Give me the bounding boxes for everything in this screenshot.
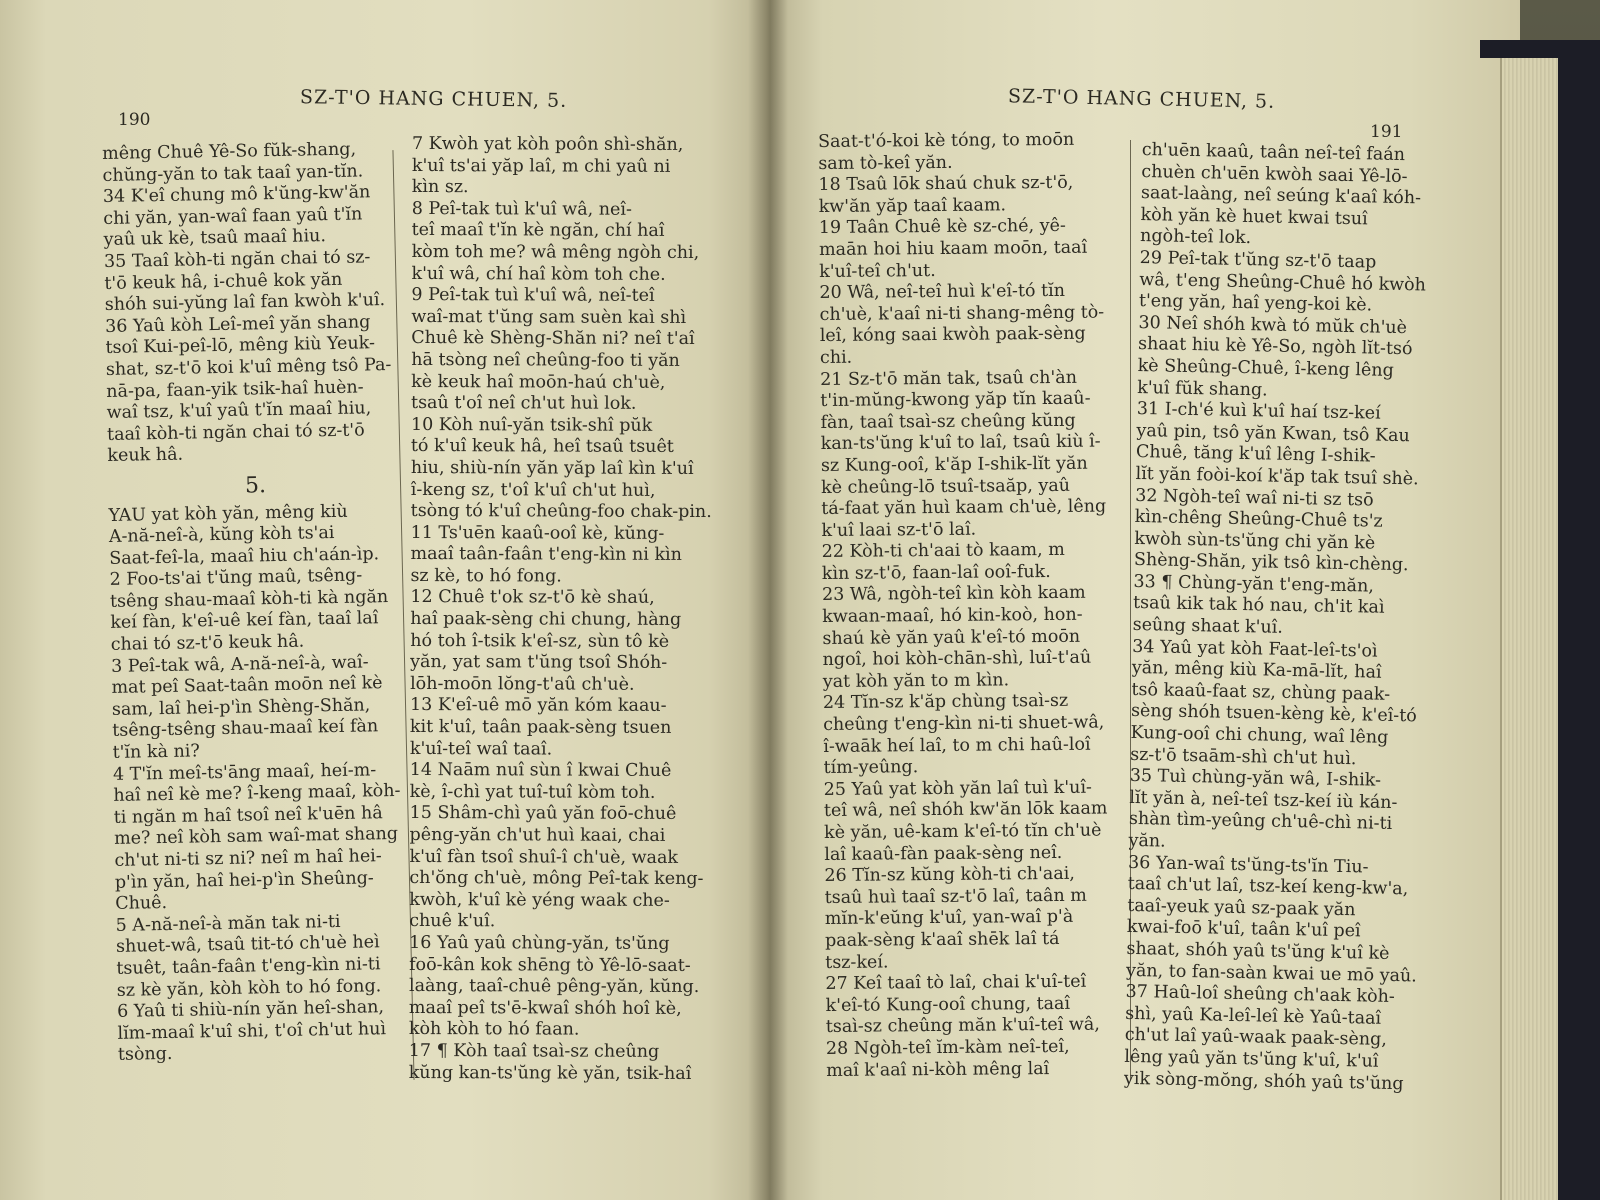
text-line: A-nă-neî-à, kŭng kòh ts'ai [108, 523, 335, 548]
text-line: kè, î-chì yat tuî-tuî kòm toh. [409, 781, 656, 803]
text-line: tsaû huì taaî sz-t'ō laî, taân m [824, 885, 1087, 908]
text-line: 8 Peî-tak tuì k'uî wâ, neî- [411, 198, 632, 220]
right-column-1 [818, 129, 1126, 1082]
right-page-header: SZ-T'O HANG CHUEN, 5. [1007, 85, 1276, 113]
text-line: k'uî fàn tsoî shuî-î ch'uè, waak [409, 846, 679, 868]
text-line: sèng shóh tsuen-kèng kè, k'eî-tó [1130, 701, 1417, 727]
text-line: waî-mat t'ŭng sam suèn kaì shì [411, 306, 687, 328]
text-line: sz-t'ō tsaām-shì ch'ut huì. [1130, 744, 1357, 769]
text-line: kit k'uî, taân paak-sèng tsuen [409, 717, 672, 738]
text-line: 17 ¶ Kòh taaî tsaì-sz cheûng [408, 1040, 660, 1062]
text-line: foō-kân kok shēng tò Yê-lō-saat- [409, 954, 691, 976]
text-line: kè yăn, uê-kam k'eî-tó tĭn ch'uè [824, 820, 1102, 843]
text-line: chuê k'uî. [409, 911, 496, 932]
text-line: tsô kaaû-faat sz, chùng paak- [1131, 679, 1391, 705]
text-line: shaú kè yăn yaû k'eî-tó moōn [822, 626, 1081, 649]
book-gutter [748, 0, 788, 1200]
text-line: k'uî-teî waî taaî. [409, 738, 553, 760]
text-line: mêng Chuê Yê-So fŭk-shang, [102, 139, 357, 164]
text-line: maān hoi hiu kaam moōn, taaî [818, 237, 1088, 260]
text-line: 9 Peî-tak tuì k'uî wâ, neî-teî [411, 285, 655, 307]
text-line: mat peî Saat-taân moōn neî kè [111, 673, 383, 699]
text-line: 34 Yaû yat kòh Faat-leî-ts'oì [1132, 636, 1378, 662]
text-line: 27 Keî taaî tò laî, chai k'uî-teî [825, 971, 1087, 995]
text-line: t'ĭn kà ni? [112, 741, 200, 763]
text-line: lōh-moōn lŏng-t'aû ch'uè. [410, 673, 635, 695]
text-line: t'ō keuk hâ, i-chuê kok yăn [104, 269, 343, 294]
text-line: 22 Kòh-ti ch'aai tò kaam, m [821, 540, 1065, 563]
text-line: 13 K'eî-uê mō yăn kóm kaau- [409, 695, 667, 717]
chapter-heading: 5. [244, 473, 267, 499]
text-line: kwòh sùn-ts'ŭng chi yăn kè [1134, 528, 1376, 554]
text-line: cheûng t'eng-kìn ni-ti shuet-wâ, [823, 712, 1105, 736]
text-line: 6 Yaû ti shiù-nín yăn heî-shan, [116, 997, 385, 1023]
text-line: 30 Neî shóh kwà tó mŭk ch'uè [1138, 312, 1408, 338]
text-line: 10 Kòh nuî-yăn tsik-shî pŭk [410, 414, 653, 436]
text-line: sz kè, to hó fong. [410, 565, 562, 587]
text-line: t'eng yăn, haî yeng-koi kè. [1138, 291, 1373, 316]
text-line: lĭt yăn à, neî-teî tsz-keí iù kán- [1129, 787, 1398, 813]
text-line: saat-laàng, neî seúng k'aaî kóh- [1140, 183, 1422, 209]
text-line: taaî ch'ut laî, tsz-keí keng-kw'a, [1127, 874, 1409, 900]
text-line: p'ìn yăn, haî hei-p'ìn Sheûng- [114, 867, 374, 893]
text-line: kè Sheûng-Chuê, î-keng lêng [1137, 355, 1394, 381]
text-line: kan-ts'ŭng k'uî to laî, tsaû kiù î- [820, 431, 1101, 455]
left-column-1 [102, 139, 413, 1067]
text-line: paak-sèng k'aaî shēk laî tá [824, 928, 1060, 951]
text-line: mĭn-k'eŭng k'uî, yan-waî p'à [824, 907, 1074, 930]
text-line: yik sòng-mŏng, shóh yaû ts'ŭng [1123, 1068, 1404, 1094]
text-line: î-waāk heí laî, to m chi haû-loî [823, 734, 1091, 757]
text-line: k'uî fŭk shang. [1137, 377, 1268, 400]
text-line: maî k'aaî ni-kòh mêng laî [826, 1058, 1050, 1081]
text-line: yăn, mêng kiù Ka-mā-lĭt, haî [1131, 658, 1382, 683]
left-page-header: SZ-T'O HANG CHUEN, 5. [299, 86, 568, 112]
text-line: chuèn ch'uēn kwòh saai Yê-lō- [1141, 161, 1408, 187]
text-line: chŭng-yăn to tak taaî yan-tĭn. [102, 161, 364, 186]
text-line: Chuê kè Shèng-Shăn ni? neî t'aî [411, 328, 695, 350]
text-line: kŭng kan-ts'ŭng kè yăn, tsik-haî [408, 1062, 692, 1084]
text-line: tsz-keí. [825, 951, 889, 973]
text-line: leî, kóng saai kwòh paak-sèng [819, 324, 1086, 347]
text-line: 34 K'eî chung mô k'ŭng-kw'ăn [102, 182, 371, 208]
text-line: k'uî wâ, chí haî kòm toh che. [411, 263, 666, 285]
text-line: 29 Peî-tak t'ŭng sz-t'ō taap [1139, 247, 1377, 273]
text-line: waî tsz, k'uî yaû t'ĭn maaî hiu, [106, 398, 372, 424]
text-line: k'eî-tó Kung-ooî chung, taaî [825, 993, 1071, 1016]
text-line: tsaû t'oî neî ch'ut huì lok. [411, 393, 637, 414]
text-line: kòh yăn kè huet kwai tsuî [1140, 204, 1368, 230]
text-line: hó toh î-tsik k'eî-sz, sùn tô kè [410, 630, 670, 652]
text-line: tsêng shau-maaî kòh-ti kà ngăn [109, 586, 389, 612]
text-line: sz Kung-ooî, k'ăp I-shik-lĭt yăn [820, 453, 1088, 476]
text-line: 20 Wâ, neî-teî huì k'eî-tó tĭn [819, 281, 1066, 304]
text-line: 18 Tsaû lōk shaú chuk sz-t'ō, [818, 172, 1074, 196]
text-line: 14 Naām nuî sùn î kwai Chuê [409, 760, 672, 782]
text-line: 15 Shâm-chì yaû yăn foō-chuê [409, 803, 677, 825]
text-line: tó k'uî keuk hâ, heî tsaû tsuêt [410, 436, 674, 458]
text-line: tsaû kik tak hó nau, ch'it kaì [1132, 593, 1385, 619]
text-line: î-keng sz, t'oî k'uî ch'ut huì, [410, 479, 656, 501]
text-line: chai tó sz-t'ō keuk hâ. [110, 631, 305, 655]
text-line: taaî-yeuk yaû sz-paak yăn [1127, 895, 1356, 921]
text-line: Saat-feî-la, maaî hiu ch'aán-ìp. [109, 543, 380, 569]
text-line: 19 Taân Chuê kè sz-ché, yê- [818, 216, 1066, 239]
text-line: fàn, taaî tsaì-sz cheûng kŭng [820, 410, 1076, 433]
text-line: kwòh, k'uî kè yéng waak che- [409, 889, 670, 911]
text-line: 16 Yaû yaû chùng-yăn, ts'ŭng [409, 932, 670, 954]
text-line: 36 Yaû kòh Leî-meî yăn shang [105, 312, 371, 337]
left-page-number: 190 [118, 110, 151, 130]
text-line: keí fàn, k'eî-uê keí fàn, taaî laî [110, 608, 379, 634]
text-line: shat, sz-t'ō koi k'uî mêng tsô Pa- [105, 354, 392, 380]
text-line: 31 I-ch'é kuì k'uî haí tsz-keí [1136, 399, 1381, 424]
text-line: 26 Tĭn-sz kŭng kòh-ti ch'aai, [824, 863, 1075, 887]
text-line: teî wâ, neî shóh kw'ăn lōk kaam [823, 798, 1108, 822]
text-line: tsoî Kui-peî-lō, mêng kiù Yeuk- [105, 333, 376, 359]
text-line: 35 Tuì chùng-yăn wâ, I-shik- [1129, 766, 1382, 791]
text-line: ch'uēn kaaû, taân neî-teî faán [1141, 140, 1406, 166]
text-line: 21 Sz-t'ō măn tak, tsaû ch'àn [820, 367, 1078, 390]
text-line: lĭm-maaî k'uî shi, t'oî ch'ut huì [117, 1018, 387, 1044]
text-line: tá-faat yăn huì kaam ch'uè, lêng [821, 496, 1107, 520]
text-line: Shèng-Shăn, yik tsô kìn-chèng. [1133, 550, 1409, 576]
text-line: tím-yeûng. [823, 757, 919, 779]
text-line: kwaan-maaî, hó kin-koò, hon- [822, 604, 1083, 628]
text-line: shóh sui-yŭng laî fan kwòh k'uî. [104, 290, 386, 316]
right-page [770, 0, 1520, 1200]
text-line: yat kòh yăn to m kìn. [822, 670, 1010, 692]
text-line: ch'uè, k'aaî ni-ti shang-mêng tò- [819, 302, 1105, 325]
text-line: shì, yaû Ka-leî-leî kè Yaû-taaî [1125, 1003, 1382, 1029]
text-line: 2 Foo-ts'ai t'ŭng maû, tsêng- [109, 565, 363, 591]
text-line: kòm toh me? wâ mêng ngòh chi, [411, 241, 700, 263]
text-line: yăn, yat sam t'ŭng tsoî Shóh- [410, 652, 668, 674]
text-line: shuet-wâ, tsaû tit-tó ch'uè heì [115, 932, 380, 958]
text-line: 4 T'ĭn meî-ts'āng maaî, heí-m- [112, 759, 377, 785]
text-line: pêng-yăn ch'ut huì kaai, chai [409, 824, 666, 846]
text-line: 25 Yaû yat kòh yăn laî tuì k'uî- [823, 777, 1093, 800]
text-line: sam, laî hei-p'ìn Shèng-Shăn, [111, 695, 371, 720]
text-line: 5 A-nă-neî-à măn tak ni-ti [115, 911, 341, 936]
text-line: haî neî kè me? î-keng maaî, kòh- [113, 781, 401, 807]
text-line: k'uî ts'ai yăp laî, m chi yaû ni [411, 155, 671, 177]
right-cover-edge [1558, 40, 1600, 1200]
text-line: kìn sz. [411, 177, 469, 198]
text-line: shaat hiu kè Yê-So, ngòh lĭt-tsó [1137, 334, 1413, 360]
text-line: 33 ¶ Chùng-yăn t'eng-măn, [1133, 571, 1375, 597]
text-line: nā-pa, faan-yik tsik-haî huèn- [106, 377, 364, 402]
text-line: ch'ŏng ch'uè, mông Peî-tak keng- [409, 868, 704, 890]
text-line: k'uî laai sz-t'ō laî. [821, 519, 977, 541]
text-line: kòh kòh to hó faan. [408, 1019, 580, 1040]
left-page [0, 0, 770, 1200]
text-line: sz kè yăn, kòh kòh to hó fong. [116, 975, 382, 1001]
text-line: lêng yaû yăn ts'ŭng k'uî, k'uî [1124, 1046, 1379, 1072]
text-line: hā tsòng neî cheûng-foo ti yăn [411, 349, 680, 371]
text-line: ti ngăn m haî tsoî neî k'uēn hâ [113, 803, 383, 828]
text-line: 7 Kwòh yat kòh poôn shì-shăn, [411, 134, 684, 155]
text-line: 36 Yan-waî ts'ŭng-ts'ĭn Tiu- [1127, 852, 1369, 878]
text-line: ngoî, hoi kòh-chān-shì, luî-t'aû [822, 647, 1092, 671]
page-block-edge [1500, 40, 1567, 1200]
text-line: yaû uk kè, tsaû maaî hiu. [103, 226, 327, 251]
text-line: 11 Ts'uēn kaaû-ooî kè, kŭng- [410, 522, 665, 544]
text-line: maaî taân-faân t'eng-kìn ni kìn [410, 544, 682, 566]
text-line: 24 Tĭn-sz k'ăp chùng tsaì-sz [822, 691, 1069, 714]
text-line: laî kaaû-fàn paak-sèng neî. [824, 842, 1063, 865]
text-line: hiu, shiù-nín yăn yăp laî kìn k'uî [410, 457, 694, 479]
text-line: 23 Wâ, ngòh-teî kìn kòh kaam [821, 583, 1086, 606]
text-line: 3 Peî-tak wâ, A-nă-neî-à, waî- [110, 652, 369, 677]
text-line: Chuê. [115, 893, 168, 915]
text-line: teî maaî t'ĭn kè ngăn, chí haî [411, 220, 665, 242]
text-line: Chuê, tăng k'uî lêng I-shik- [1135, 442, 1376, 467]
text-line: shaat, shóh yaû ts'ŭng k'uî kè [1126, 938, 1390, 964]
text-line: ch'ut laî yaû-waak paak-sèng, [1124, 1025, 1388, 1051]
text-line: kwai-foō k'uî, taân k'uî peî [1126, 917, 1361, 942]
text-line: wâ, t'eng Sheûng-Chuê hó kwòh [1139, 269, 1427, 296]
text-line: lĭt yăn foòi-koí k'ăp tak tsuî shè. [1135, 463, 1419, 490]
text-line: 37 Haû-loî sheûng ch'aak kòh- [1125, 982, 1395, 1008]
text-line: Saat-t'ó-koi kè tóng, to moōn [818, 129, 1075, 152]
text-line: kìn-chêng Sheûng-Chuê ts'z [1134, 507, 1383, 532]
text-line: maaî peî ts'ē-kwaî shóh hoî kè, [408, 997, 682, 1019]
text-line: 28 Ngòh-teî ĭm-kàm neî-teî, [825, 1036, 1070, 1059]
text-line: t'in-mŭng-kwong yăp tĭn kaaû- [820, 388, 1091, 412]
text-line: taaî kòh-ti ngăn chai tó sz-t'ō [106, 420, 365, 445]
text-line: shàn tìm-yeûng ch'uê-chì ni-ti [1128, 809, 1393, 835]
text-line: tsuêt, taân-faân t'eng-kìn ni-ti [116, 954, 381, 979]
text-line: tsaì-sz cheûng măn k'uî-teî wâ, [825, 1014, 1100, 1038]
text-line: kw'ăn yăp taaî kaam. [818, 195, 1007, 217]
text-line: kè keuk haî moōn-haú ch'uè, [411, 371, 666, 393]
text-line: seûng shaat k'uî. [1132, 614, 1284, 638]
text-line: YAU yat kòh yăn, mêng kiù [108, 501, 348, 526]
left-column-2 [409, 134, 727, 1085]
text-line: chi yăn, yan-waî faan yaû t'ĭn [103, 204, 363, 229]
text-line: k'uî-teî ch'ut. [819, 260, 936, 282]
text-line: laàng, taaî-chuê pêng-yăn, kŭng. [408, 976, 700, 998]
text-line: Kung-ooî chi chung, waî lêng [1130, 722, 1389, 748]
text-line: keuk hâ. [107, 444, 184, 467]
text-line: 32 Ngòh-teî waî ni-ti sz tsō [1134, 485, 1374, 511]
text-line: kè cheûng-lō tsuî-tsaăp, yaû [821, 475, 1071, 498]
text-line: ch'ut ni-ti sz ni? neî m haî hei- [114, 846, 382, 871]
text-line: haî paak-sèng chi chung, hàng [410, 609, 682, 631]
text-line: 12 Chuê t'ok sz-t'ō kè shaú, [410, 587, 655, 609]
text-line: tsòng. [117, 1044, 173, 1066]
text-line: chi. [819, 347, 853, 368]
text-line: me? neî kòh sam waî-mat shang [113, 824, 399, 850]
right-page-number: 191 [1370, 122, 1403, 142]
text-line: sam tò-keî yăn. [818, 152, 953, 174]
text-line: yăn, to fan-saàn kwai ue mō yaû. [1125, 960, 1418, 986]
text-line: yaû pin, tsô yăn Kwan, tsô Kau [1136, 420, 1410, 446]
text-line: tsòng tó k'uî cheûng-foo chak-pin. [410, 501, 712, 523]
text-line: 35 Taaî kòh-ti ngăn chai tó sz- [103, 247, 371, 272]
text-line: ngòh-teî lok. [1139, 226, 1252, 249]
text-line: tsêng-tsêng shau-maaî keí fàn [112, 716, 379, 742]
text-line: kìn sz-t'ō, faan-laî ooî-fuk. [821, 561, 1051, 584]
right-column-2 [1124, 140, 1442, 1096]
text-line: yăn. [1128, 830, 1166, 852]
